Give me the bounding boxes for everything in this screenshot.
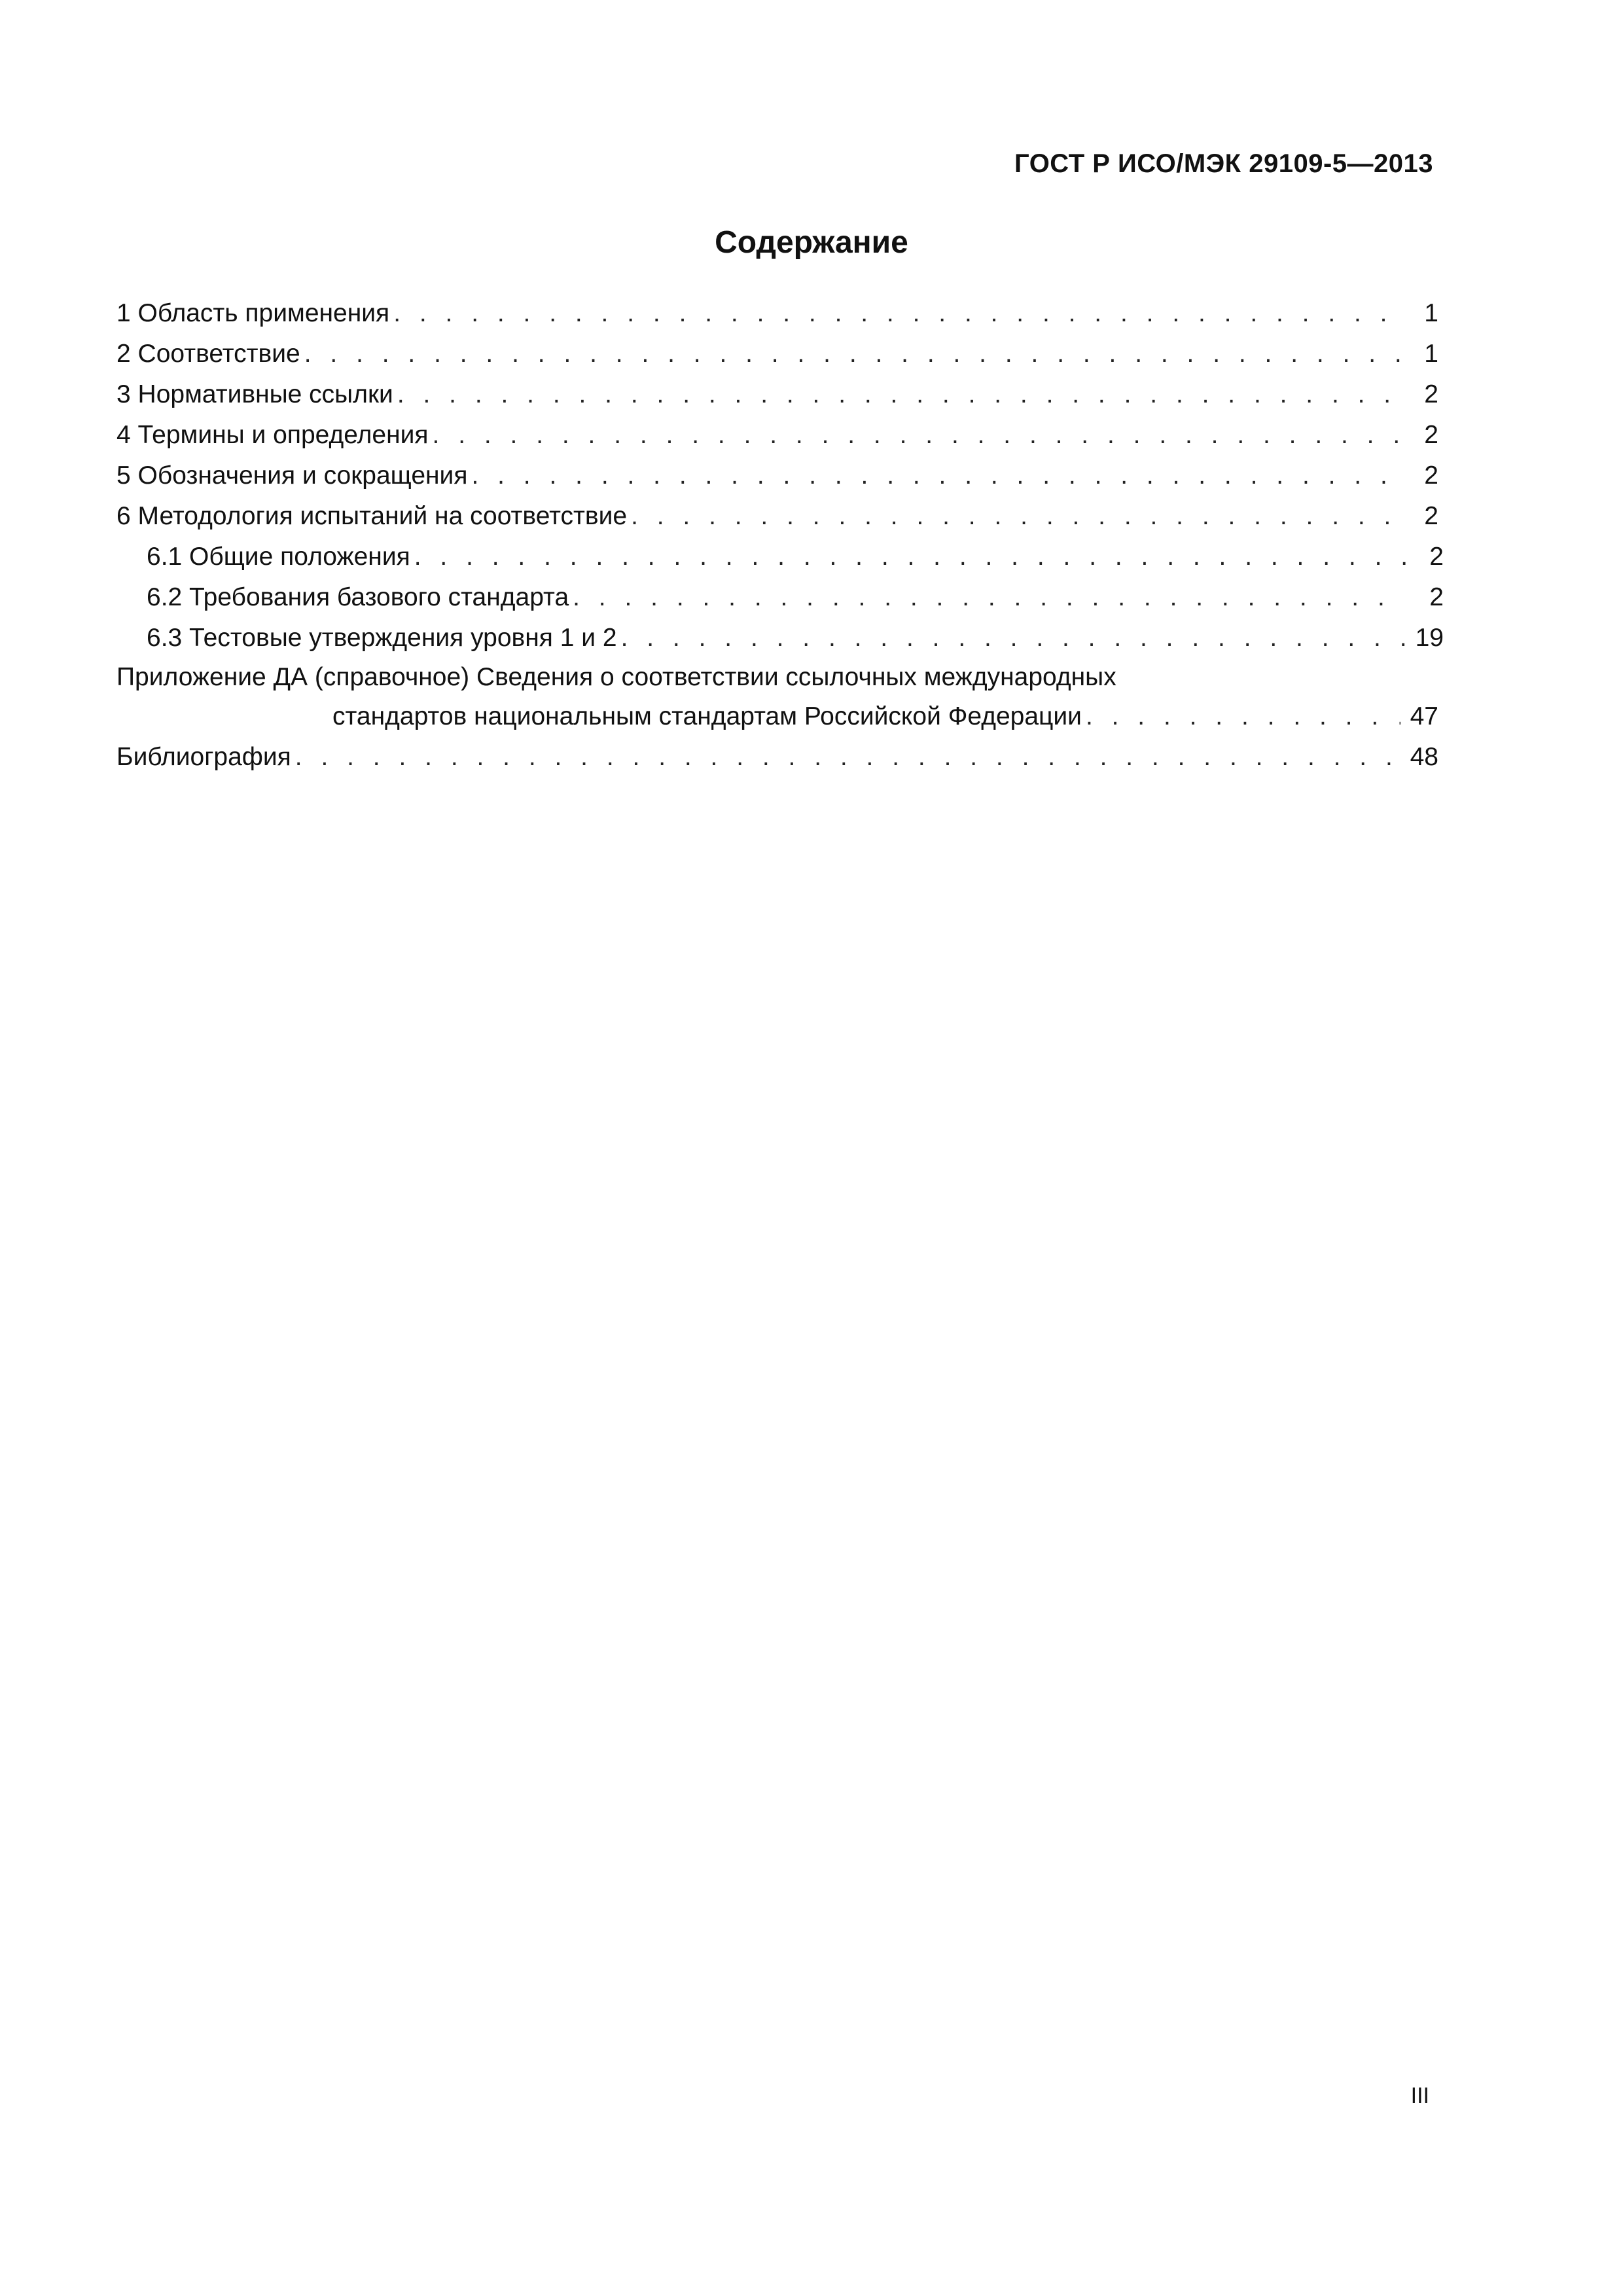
toc-entry-symbols-abbreviations[interactable] [116, 456, 1438, 496]
toc-entry-conformance[interactable] [116, 334, 1438, 374]
dot-leader [467, 456, 1400, 496]
toc-entry-page: 2 [1424, 461, 1438, 490]
dot-leader [410, 537, 1406, 577]
dot-leader [617, 618, 1406, 658]
toc-entry-normative-references[interactable] [116, 374, 1438, 415]
toc-entry-label: 5 Обозначения и сокращения [116, 461, 468, 490]
toc-entry-label: 3 Нормативные ссылки [116, 380, 393, 408]
toc-entry-appendix-da[interactable] [116, 658, 1438, 737]
toc-entry-label: 6 Методология испытаний на соответствие [116, 502, 628, 530]
dot-leader [393, 374, 1400, 415]
standard-designation: ГОСТ Р ИСО/МЭК 29109-5—2013 [1014, 149, 1433, 178]
toc-entry-label: 6.1 Общие положения [147, 543, 410, 571]
dot-leader [389, 293, 1400, 334]
dot-leader [569, 577, 1406, 618]
toc-entry-test-methodology[interactable] [116, 496, 1438, 537]
toc-subentry-general[interactable] [116, 537, 1444, 577]
page-number: III [1410, 2083, 1429, 2108]
toc-entry-page: 1 [1424, 299, 1438, 327]
toc-entry-label: 6.2 Требования базового стандарта [147, 583, 569, 611]
toc-entry-page: 47 [1410, 702, 1438, 730]
dot-leader [627, 496, 1400, 537]
toc-entry-page: 1 [1424, 340, 1438, 368]
dot-leader [1082, 696, 1400, 737]
toc-entry-scope[interactable] [116, 293, 1438, 334]
toc-entry-label: Приложение ДА (справочное) Сведения о соответствии ссылочных международных [116, 663, 1116, 691]
table-of-contents [116, 293, 1444, 778]
toc-subentry-base-standard-requirements[interactable] [116, 577, 1444, 618]
toc-entry-label: 6.3 Тестовые утверждения уровня 1 и 2 [147, 624, 617, 652]
dot-leader [429, 415, 1400, 456]
toc-entry-bibliography[interactable] [116, 737, 1438, 778]
toc-entry-continuation [116, 696, 1438, 737]
toc-entry-page: 2 [1424, 380, 1438, 408]
toc-entry-label: 4 Термины и определения [116, 421, 429, 449]
toc-entry-page: 2 [1429, 583, 1444, 611]
toc-entry-page: 48 [1410, 743, 1438, 771]
toc-entry-label: 1 Область применения [116, 299, 390, 327]
toc-entry-page: 2 [1424, 502, 1438, 530]
toc-entry-label: 2 Соответствие [116, 340, 300, 368]
dot-leader [300, 334, 1400, 374]
toc-entry-label: Библиография [116, 743, 291, 771]
toc-entry-label-continued: стандартов национальным стандартам Российской Федерации [332, 702, 1082, 730]
toc-entry-page: 2 [1429, 543, 1444, 571]
toc-entry-page: 2 [1424, 421, 1438, 449]
toc-title: Содержание [715, 225, 908, 260]
toc-entry-page: 19 [1415, 624, 1444, 652]
dot-leader [291, 737, 1400, 778]
toc-entry-terms-definitions[interactable] [116, 415, 1438, 456]
toc-subentry-test-assertions[interactable] [116, 618, 1444, 658]
